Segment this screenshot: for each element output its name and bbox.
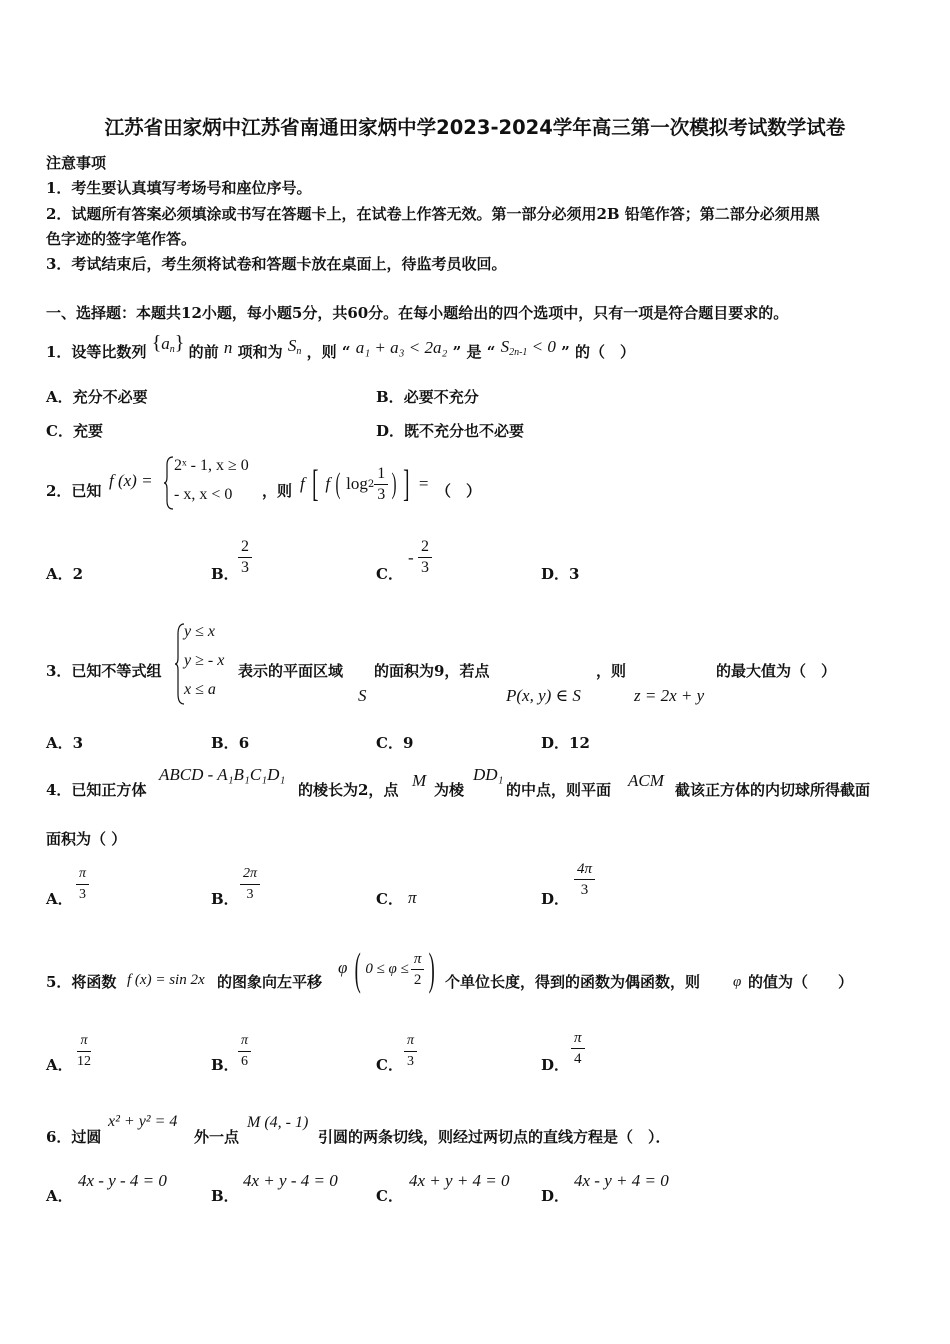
q6-text-3: 引圆的两条切线，则经过两切点的直线方程是（ ）． <box>318 1128 671 1146</box>
q6-point: M (4, - 1) <box>247 1114 309 1131</box>
q4-option-c-label[interactable]: C． <box>376 890 403 908</box>
q5-option-c-fraction: $\frac{\pi}{3}$ <box>404 1032 417 1071</box>
q6-option-b-value: 4x + y - 4 = 0 <box>243 1171 338 1190</box>
page-title: 江苏省田家炳中江苏省南通田家炳中学2023-2024学年高三第一次模拟考试数学试卷 <box>104 116 846 139</box>
notice-item-3: 3．考试结束后，考生须将试卷和答题卡放在桌面上，待监考员收回。 <box>46 255 507 273</box>
q3-point: P(x, y) ∈ S <box>506 686 581 705</box>
q4-text-6: 面积为（ ） <box>46 830 127 848</box>
q4-option-a-fraction: $\frac{\pi}{3}$ <box>76 865 89 904</box>
q1-condition-1: a₁ + a₃ < 2a₂ <box>355 338 448 357</box>
q1-seq: $\{a_n\}$ <box>151 332 185 355</box>
notice-item-1: 1．考生要认真填写考场号和座位序号。 <box>46 179 312 197</box>
q1-option-b[interactable]: B．必要不充分 <box>376 388 479 406</box>
q1-condition-2: $S_{2n-1} < 0$ <box>500 337 556 358</box>
q3-text-3: 的面积为9，若点 <box>374 662 490 680</box>
q6-option-b-label[interactable]: B． <box>211 1187 239 1205</box>
q4-text-1: 4．已知正方体 <box>46 781 147 799</box>
q4-option-d-fraction: $\frac{4\pi}{3}$ <box>574 860 595 899</box>
q5-text-3: 个单位长度，得到的函数为偶函数，则 <box>445 973 701 991</box>
q1-n: n <box>223 338 233 357</box>
q5-option-c-label[interactable]: C． <box>376 1056 403 1074</box>
q3-objective: z = 2x + y <box>634 686 705 705</box>
q4-option-b-fraction: $\frac{2\pi}{3}$ <box>240 865 260 904</box>
q2-option-c-label[interactable]: C． <box>376 565 403 583</box>
q1-S: $S_n$ <box>287 336 302 357</box>
q3-text-4: ，则 <box>596 662 627 680</box>
q4-option-a-label[interactable]: A． <box>46 890 73 908</box>
q2-case-1: 2ˣ - 1, x ≥ 0 <box>174 457 249 474</box>
q2-text-2: ，则 <box>262 482 293 500</box>
q4-option-d-label[interactable]: D． <box>541 890 570 908</box>
q5-function: f (x) = sin 2x <box>127 972 205 988</box>
q5-option-b-fraction: $\frac{\pi}{6}$ <box>238 1032 251 1071</box>
q2-option-c-fraction: $\frac{2}{3}$ <box>418 538 432 577</box>
q1-text-5: ” 是 “ <box>452 343 496 361</box>
q6-text-1: 6．过圆 <box>46 1128 102 1146</box>
q3-option-d[interactable]: D．12 <box>541 734 590 752</box>
q4-text-3: 为棱 <box>434 781 465 799</box>
q4-edge: DD₁ <box>473 765 504 784</box>
q3-text-5: 的最大值为（ ） <box>716 662 837 680</box>
q3-ineq-2: y ≥ - x <box>184 652 225 669</box>
q6-option-a-value: 4x - y - 4 = 0 <box>78 1171 167 1190</box>
q4-text-5: 截该正方体的内切球所得截面 <box>675 781 871 799</box>
q2-option-d[interactable]: D．3 <box>541 565 580 583</box>
q4-option-b-label[interactable]: B． <box>211 890 239 908</box>
q5-option-a-fraction: $\frac{\pi}{12}$ <box>77 1033 91 1069</box>
q2-text-1: 2．已知 <box>46 482 102 500</box>
q5-option-d-fraction: $\frac{\pi}{4}$ <box>571 1029 585 1068</box>
notice-item-2-cont: 色字迹的签字笔作答。 <box>46 230 197 248</box>
notice-heading: 注意事项 <box>46 154 107 172</box>
q6-option-d-label[interactable]: D． <box>541 1187 570 1205</box>
q3-ineq-1: y ≤ x <box>184 623 215 640</box>
q1-option-a[interactable]: A．充分不必要 <box>46 388 148 406</box>
q3-ineq-3: x ≤ a <box>184 681 216 698</box>
q3-option-c[interactable]: C．9 <box>376 734 414 752</box>
q5-option-a-label[interactable]: A． <box>46 1056 73 1074</box>
q4-option-c-value: π <box>408 888 417 907</box>
q3-text-2: 表示的平面区域 <box>238 662 344 680</box>
q1-text-1: 1．设等比数列 <box>46 343 147 361</box>
q1-text-4: ，则 “ <box>306 343 351 361</box>
q3-option-b[interactable]: B．6 <box>211 734 250 752</box>
q4-text-4: 的中点，则平面 <box>506 781 612 799</box>
q5-phi: φ <box>338 958 348 977</box>
q2-log-fraction: $\frac{1}{3}$ <box>374 465 388 504</box>
q5-option-d-label[interactable]: D． <box>541 1056 570 1074</box>
q3-text-1: 3．已知不等式组 <box>46 662 162 680</box>
q5-text-4: 的值为（ ） <box>748 973 854 991</box>
q2-text-3: （ ） <box>436 482 482 500</box>
q2-option-b-fraction: $\frac{2}{3}$ <box>238 538 252 577</box>
q6-option-c-label[interactable]: C． <box>376 1187 403 1205</box>
q6-option-d-value: 4x - y + 4 = 0 <box>574 1171 669 1190</box>
question-1-stem <box>46 332 635 363</box>
q1-option-d[interactable]: D．既不充分也不必要 <box>376 422 525 440</box>
q2-option-b-label[interactable]: B． <box>211 565 239 583</box>
q3-option-a[interactable]: A．3 <box>46 734 84 752</box>
q1-text-6: ” 的（ ） <box>561 343 635 361</box>
q6-circle: x² + y² = 4 <box>108 1113 178 1130</box>
q6-option-c-value: 4x + y + 4 = 0 <box>409 1171 510 1190</box>
q2-expression: f [ f ( log 2 $\frac{1}{3}$ ) ] = <box>300 463 429 505</box>
q5-phi-2: φ <box>733 974 742 990</box>
q4-cube: ABCD - A₁B₁C₁D₁ <box>159 765 286 784</box>
q4-plane: ACM <box>628 771 664 790</box>
section-heading: 一、选择题：本题共12小题，每小题5分，共60分。在每小题给出的四个选项中，只有一项是符合题目要求的。 <box>46 304 789 322</box>
q3-S: S <box>358 686 367 705</box>
q5-text-2: 的图象向左平移 <box>217 973 323 991</box>
q5-option-b-label[interactable]: B． <box>211 1056 239 1074</box>
q4-M: M <box>412 771 427 790</box>
q6-text-2: 外一点 <box>194 1128 240 1146</box>
q5-range: ( 0 ≤ φ ≤ $\frac{\pi}{2}$ ) <box>354 943 436 994</box>
notice-item-2: 2．试题所有答案必须填涂或书写在答题卡上，在试卷上作答无效。第一部分必须用2B 铅笔作答；第二部分必须用黑 <box>46 205 820 223</box>
q2-option-c-sign: - <box>408 548 414 567</box>
q6-option-a-label[interactable]: A． <box>46 1187 73 1205</box>
q2-option-a[interactable]: A．2 <box>46 565 84 583</box>
q1-text-2: 的前 <box>188 343 219 361</box>
q1-option-c[interactable]: C．充要 <box>46 422 103 440</box>
q4-text-2: 的棱长为2，点 <box>298 781 399 799</box>
q1-text-3: 项和为 <box>237 343 283 361</box>
q2-function: f (x) = <box>109 471 153 490</box>
q2-case-2: - x, x < 0 <box>174 486 233 503</box>
q5-text-1: 5．将函数 <box>46 973 117 991</box>
